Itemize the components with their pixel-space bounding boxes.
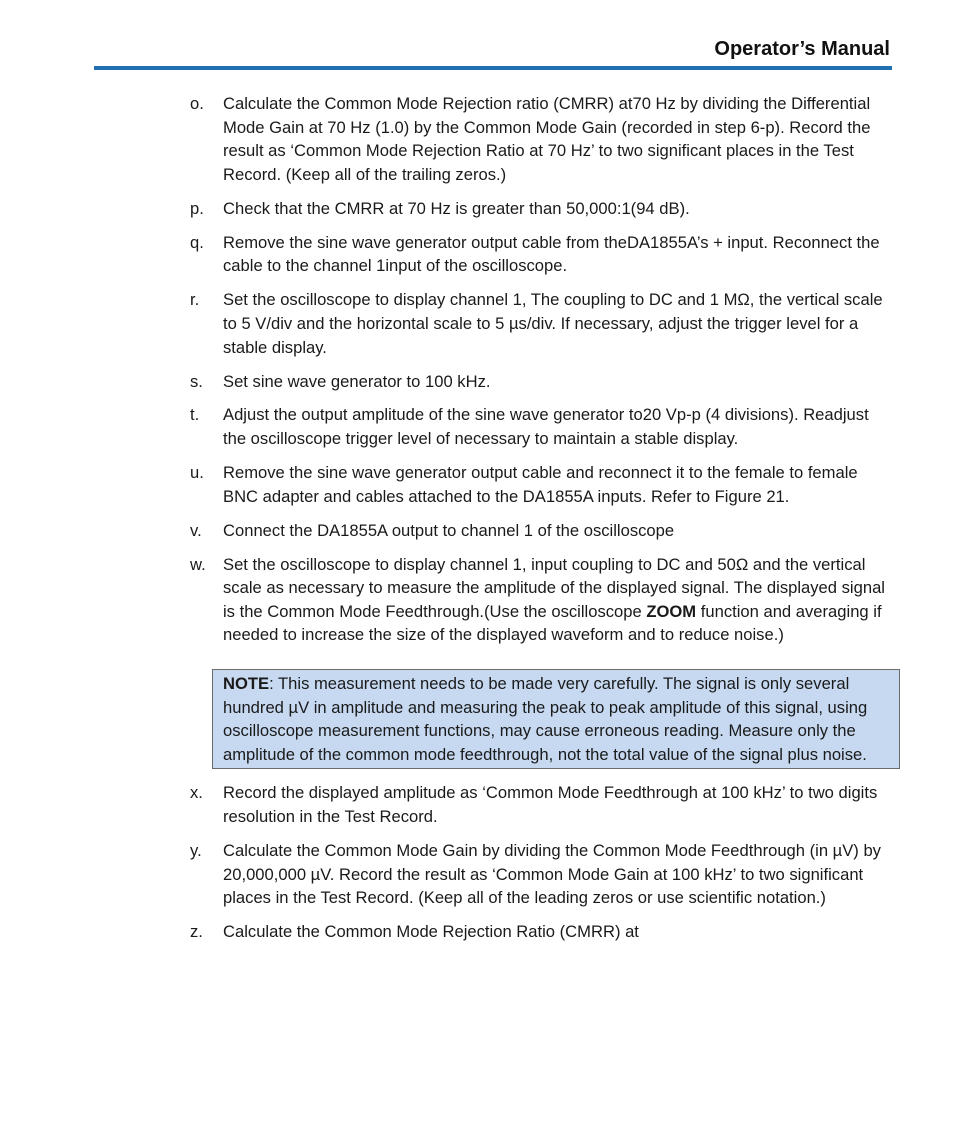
step-text: Calculate the Common Mode Rejection ratio (CMRR) at70 Hz by dividing the Differential Mode Gain at 70 Hz (1.0) by the Common Mode Gain (recorded in step 6-p). Record the result as ‘Common Mode Rejection Ratio at 70 Hz’ to two significant places in the Test Record. (Keep all of the trailing zeros.) [223,94,871,184]
step-letter: q. [190,232,204,252]
step-letter: t. [190,405,200,425]
step-x [190,781,890,828]
procedure-steps [190,92,890,954]
step-text: Set sine wave generator to 100 kHz. [223,371,491,391]
step-w [190,553,890,647]
step-letter: w. [190,554,206,574]
step-p [190,197,890,221]
step-u [190,461,890,508]
page-header-title: Operator’s Manual [714,38,890,60]
step-letter: y. [190,840,202,860]
step-y [190,839,890,910]
header-divider [94,66,892,70]
step-letter: v. [190,520,202,540]
note-text: : This measurement needs to be made very carefully. The signal is only several hundred µV in amplitude and measuring the peak to peak amplitude of this signal, using oscilloscope measurement functions, may cause erroneous reading. Measure only the amplitude of the common mode feedthrough, not the total value of the signal plus noise. [223,674,868,764]
step-text [223,553,890,647]
step-q [190,231,890,278]
step-text-part: function and averaging if needed to increase the size of the displayed waveform and to reduce noise.) [223,601,882,645]
step-r [190,288,890,359]
step-text: Check that the CMRR at 70 Hz is greater than 50,000:1(94 dB). [223,198,690,218]
note-label: NOTE [223,674,270,693]
step-letter: x. [190,783,203,803]
zoom-keyword: ZOOM [646,601,697,621]
step-text: Calculate the Common Mode Gain by dividing the Common Mode Feedthrough (in µV) by 20,000,000 µV. Record the result as ‘Common Mode Gain at 100 kHz’ to two significant places in the Test Record. (Keep all of the leading zeros or use scientific notation.) [223,840,881,908]
step-t [190,403,890,450]
step-o [190,92,890,186]
step-text-part: Set the oscilloscope to display channel 1, input coupling to DC and 50Ω and the vertical scale as necessary to measure the amplitude of the displayed signal. The displayed signal is the Common Mode Feedthrough.(Use the oscilloscope [223,554,885,621]
step-letter: r. [190,290,200,310]
step-text: Remove the sine wave generator output cable from theDA1855A’s + input. Reconnect the cable to the channel 1input of the oscilloscope. [223,232,880,276]
step-letter: u. [190,463,204,483]
step-text: Remove the sine wave generator output cable and reconnect it to the female to female BNC adapter and cables attached to the DA1855A inputs. Refer to Figure 21. [223,463,858,506]
step-s [190,370,890,394]
step-v [190,519,890,543]
step-text: Calculate the Common Mode Rejection Ratio (CMRR) at [223,922,639,942]
step-text: Connect the DA1855A output to channel 1 of the oscilloscope [223,520,675,540]
step-letter: z. [190,922,203,942]
step-letter: o. [190,94,204,113]
step-text: Set the oscilloscope to display channel 1, The coupling to DC and 1 MΩ, the vertical scale to 5 V/div and the horizontal scale to 5 µs/div. If necessary, adjust the trigger level for a stable display. [223,290,883,357]
step-z [190,920,890,944]
note-box [212,669,900,769]
step-letter: s. [190,371,203,391]
step-text: Adjust the output amplitude of the sine wave generator to20 Vp-p (4 divisions). Readjust the oscilloscope trigger level of necessary to maintain a stable display. [223,405,869,449]
step-letter: p. [190,198,204,218]
step-text: Record the displayed amplitude as ‘Common Mode Feedthrough at 100 kHz’ to two digits resolution in the Test Record. [223,783,878,826]
